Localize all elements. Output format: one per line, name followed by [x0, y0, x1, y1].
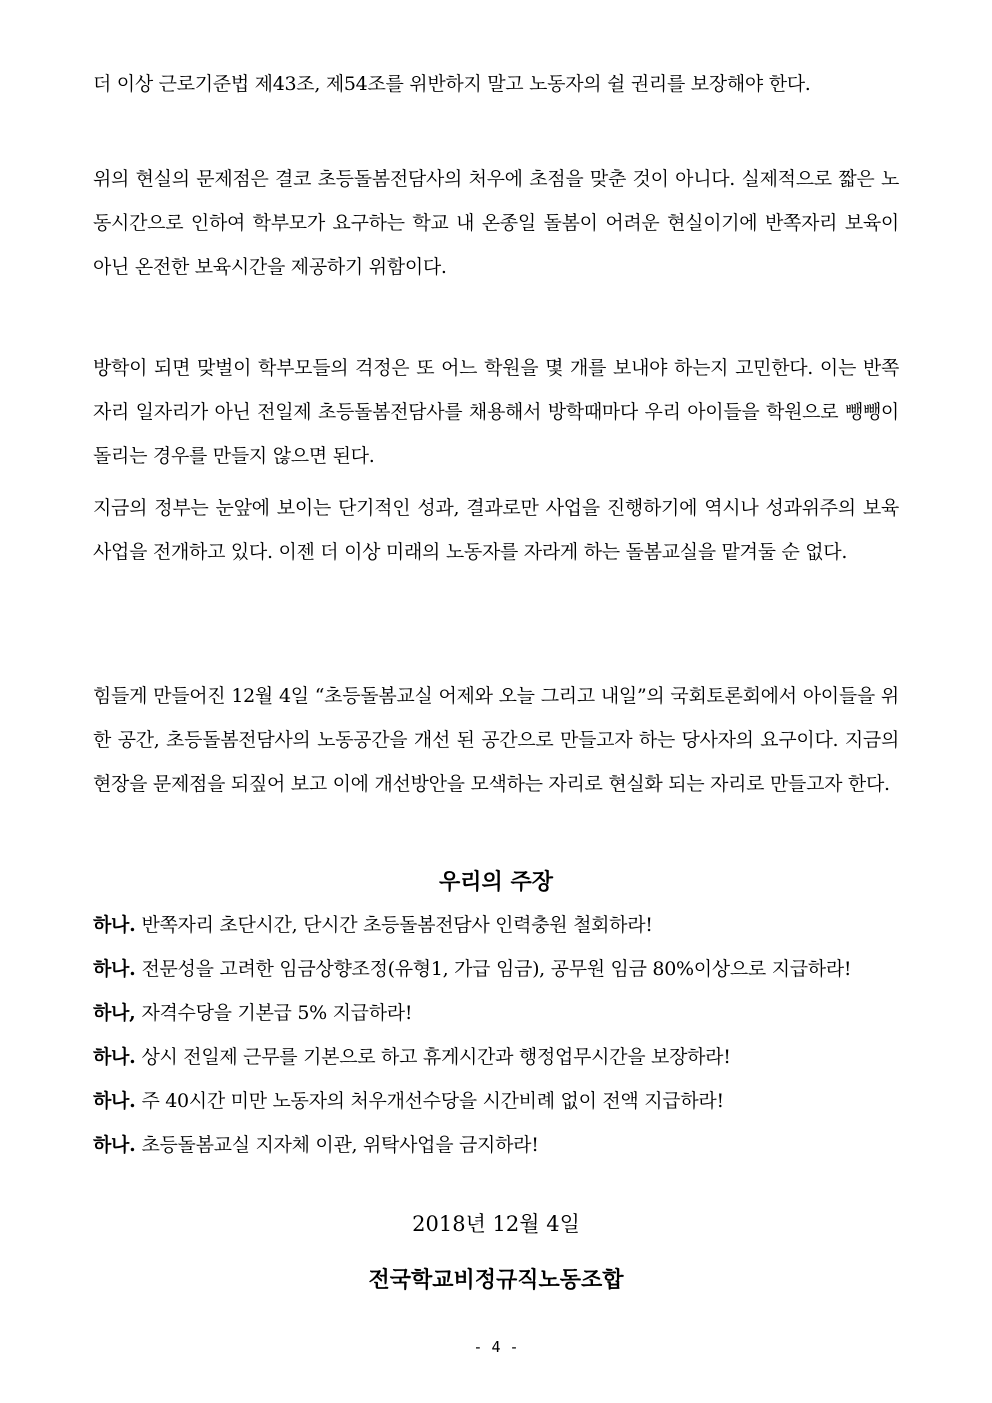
claim-prefix: 하나. — [93, 1134, 136, 1156]
claim-prefix: 하나. — [93, 958, 136, 980]
claim-item — [93, 1035, 913, 1079]
claim-item — [93, 1079, 913, 1123]
claim-text: 상시 전일제 근무를 기본으로 하고 휴게시간과 행정업무시간을 보장하라! — [141, 1046, 731, 1068]
claim-text: 전문성을 고려한 임금상향조정(유형1, 가급 임금), 공무원 임금 80%이상으로 지급하라! — [141, 958, 852, 980]
claim-prefix: 하나. — [93, 1046, 136, 1068]
paragraph-labor-law: 더 이상 근로기준법 제43조, 제54조를 위반하지 말고 노동자의 쉴 권리를 보장해야 한다. — [93, 73, 811, 95]
claim-item — [93, 903, 913, 947]
claims-list — [93, 903, 913, 1167]
claims-heading: 우리의 주장 — [439, 869, 553, 895]
claim-prefix: 하나, — [93, 1002, 136, 1024]
claim-text: 반쪽자리 초단시간, 단시간 초등돌봄전담사 인력충원 철회하라! — [141, 914, 653, 936]
claim-item — [93, 991, 913, 1035]
paragraph-forum: 힘들게 만들어진 12월 4일 “초등돌봄교실 어제와 오늘 그리고 내일”의 국회토론회에서 아이들을 위한 공간, 초등돌봄전담사의 노동공간을 개선 된 공간으로 만들고자 하는 당사자의 요구이다. 지금의 현장을 문제점을 되짚어 보고 이에 개선방안을 모색하는 자리로 현실화 되는 자리로 만들고자 한다. — [93, 685, 899, 795]
claim-text: 초등돌봄교실 지자체 이관, 위탁사업을 금지하라! — [141, 1134, 539, 1156]
paragraph-problem: 위의 현실의 문제점은 결코 초등돌봄전담사의 처우에 초점을 맞춘 것이 아니다. 실제적으로 짧은 노동시간으로 인하여 학부모가 요구하는 학교 내 온종일 돌봄이 어려운 현실이기에 반쪽자리 보육이 아닌 온전한 보육시간을 제공하기 위함이다. — [93, 168, 899, 278]
page-number: - 4 - — [473, 1338, 519, 1356]
claim-text: 주 40시간 미만 노동자의 처우개선수당을 시간비례 없이 전액 지급하라! — [141, 1090, 724, 1112]
claim-item — [93, 947, 913, 991]
claim-prefix: 하나. — [93, 914, 136, 936]
claim-text: 자격수당을 기본급 5% 지급하라! — [141, 1002, 413, 1024]
claim-prefix: 하나. — [93, 1090, 136, 1112]
paragraph-government: 지금의 정부는 눈앞에 보이는 단기적인 성과, 결과로만 사업을 진행하기에 역시나 성과위주의 보육사업을 전개하고 있다. 이젠 더 이상 미래의 노동자를 자라게 하는 돌봄교실을 맡겨둘 순 없다. — [93, 497, 899, 563]
claim-item — [93, 1123, 913, 1167]
paragraph-vacation: 방학이 되면 맞벌이 학부모들의 걱정은 또 어느 학원을 몇 개를 보내야 하는지 고민한다. 이는 반쪽자리 일자리가 아닌 전일제 초등돌봄전담사를 채용해서 방학때마다 우리 아이들을 학원으로 뺑뺑이 돌리는 경우를 만들지 않으면 된다. — [93, 357, 899, 467]
document-date: 2018년 12월 4일 — [412, 1212, 580, 1236]
organization-name: 전국학교비정규직노동조합 — [368, 1267, 624, 1293]
